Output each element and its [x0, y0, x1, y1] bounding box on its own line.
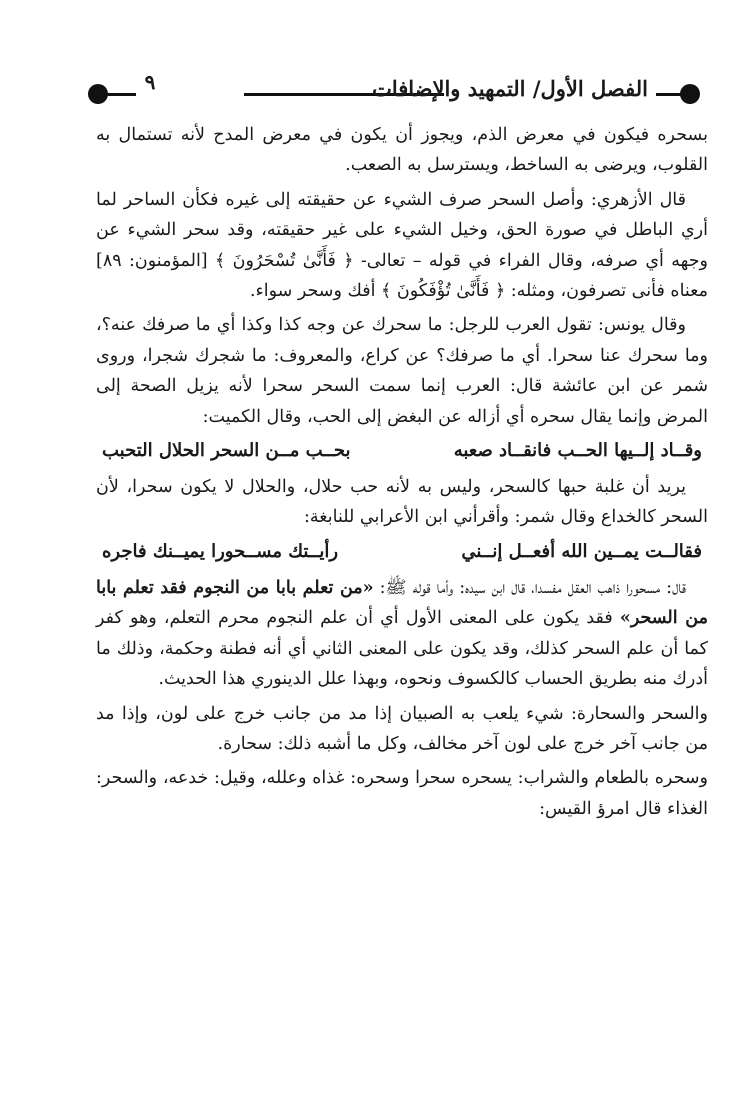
verse-kumait-second-hemistich: بحــب مــن السحر الحلال التحبب — [102, 440, 351, 462]
header-dot-right — [680, 84, 700, 104]
verse-nabigha-second-hemistich: رأيــتك مســحورا يميــنك فاجره — [102, 540, 339, 562]
paragraph-sahhara: والسحر والسحارة: شيء يلعب به الصبيان إذا مد من جانب خرج على لون، وإذا مد من جانب آخر خرج على لون آخر مخالف، وكل ما أشبه ذلك: سحارة. — [96, 703, 708, 754]
header-rule-right — [656, 93, 682, 96]
hadith-quote: «من تعلم بابا من النجوم فقد تعلم بابا من السحر» — [96, 577, 709, 629]
paragraph-explanation: يريد أن غلبة حبها كالسحر، وليس به لأنه حب حلال، والحلال لا يكون سحرا، لأن السحر كالخداع وقال شمر: وأقرأني ابن الأعرابي للنابغة: — [96, 477, 708, 528]
verse-kumait-first-hemistich: وقــاد إلــيها الحــب فانقــاد صعبه — [453, 440, 702, 462]
running-title: الفصل الأول/ التمهيد والإضافات — [372, 76, 648, 101]
verse-kumait — [102, 434, 702, 468]
verse-nabigha — [102, 535, 702, 569]
page-body — [96, 120, 708, 824]
header-dot-left — [88, 84, 108, 104]
hadith-lead: قال: مسحورا ذاهب العقل مفسدا، قال ابن سيده: وأما قوله ﷺ: — [373, 577, 687, 598]
paragraph-yunus: وقال يونس: تقول العرب للرجل: ما سحرك عن وجه كذا وكذا أي ما صرفك عنه؟، وما سحرك عنا سحرا. أي ما صرفك؟ عن كراع، والمعروف: ما شجرك شجرا، وروى شمر عن ابن عائشة قال: العرب إنما سمت السحر سحرا لأنه يزيل الصحة إلى المرض وإنما يقال سحره أي أزاله عن البغض إلى الحب، وقال الكميت: — [96, 315, 708, 427]
header-rule-left — [106, 93, 136, 96]
verse-nabigha-first-hemistich: فقالــت يمــين الله أفعــل إنــني — [461, 540, 702, 562]
hadith-commentary: فقد يكون على المعنى الأول أي أن علم النجوم محرم التعلم، وهو كفر كما أن علم السحر كذلك، وقد يكون على المعنى الثاني أي أنه فطنة وحكمة، وذلك ما أدرك منه بطريق الحساب كالكسوف ونحوه، وبهذا علل الدينوري هذا الحديث. — [96, 608, 708, 690]
paragraph-food: وسحره بالطعام والشراب: يسحره سحرا وسحره: غذاه وعلله، وقيل: خدعه، والسحر: الغذاء قال امرؤ القيس: — [96, 768, 708, 819]
paragraph-hadith — [96, 573, 708, 695]
page-header — [88, 70, 700, 114]
paragraph-azhari: قال الأزهري: وأصل السحر صرف الشيء عن حقيقته إلى غيره فكأن الساحر لما أري الباطل في صورة الحق، وخيل الشيء على غير حقيقته، وقد سحر الشيء عن وجهه أي صرفه، وقال الفراء في قوله – تعالى- ﴿ فَأَنَّىٰ تُسْحَرُونَ ﴾ [المؤمنون: ٨٩] معناه فأنى تصرفون، ومثله: ﴿ فَأَنَّىٰ تُؤْفَكُونَ ﴾ أفك وسحر سواء. — [96, 189, 708, 302]
page-number: ٩ — [144, 70, 156, 94]
paragraph-1: بسحره فيكون في معرض الذم، ويجوز أن يكون في معرض المدح لأنه تستمال به القلوب، ويرضى به الساخط، ويسترسل به الصعب. — [96, 125, 708, 176]
